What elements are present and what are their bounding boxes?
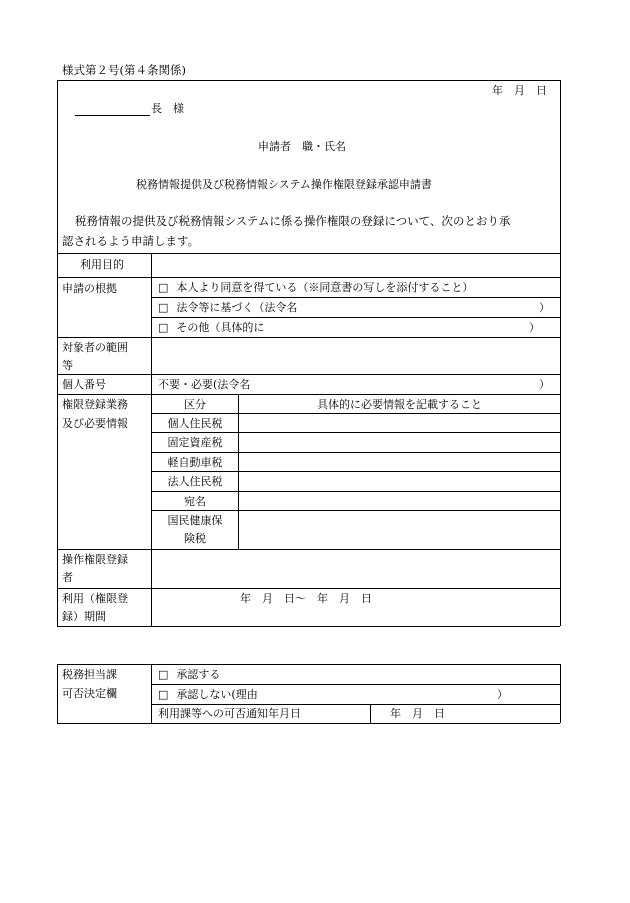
notice-date-value: 年 月 日	[390, 707, 445, 720]
row-line	[57, 588, 560, 589]
addressee-suffix: 長 様	[151, 102, 184, 115]
approval-frame-right	[560, 664, 561, 723]
tax-label-line2: 及び必要情報	[62, 417, 128, 430]
row-line	[57, 394, 560, 395]
division-column-divider	[238, 394, 239, 549]
division-item: 宛名	[184, 495, 206, 508]
close-paren: ）	[539, 301, 550, 314]
form-number: 様式第２号(第４条関係)	[62, 63, 186, 77]
division-header: 区分	[184, 398, 206, 411]
division-item: 個人住民税	[167, 417, 223, 430]
scope-label-line1: 対象者の範囲	[62, 341, 128, 354]
row-line	[57, 253, 560, 254]
scope-label-line2: 等	[62, 359, 73, 372]
operator-label-line1: 操作権限登録	[62, 553, 128, 566]
division-item-nhi-line1: 国民健康保	[167, 514, 223, 527]
row-line	[151, 471, 560, 472]
row-line	[151, 491, 560, 492]
row-line	[57, 337, 560, 338]
division-item: 軽自動車税	[167, 456, 223, 469]
period-value: 年 月 日～ 年 月 日	[240, 592, 372, 605]
close-paren: ）	[529, 321, 540, 334]
form-title: 税務情報提供及び税務情報システム操作権限登録承認申請書	[136, 178, 432, 191]
reject-option[interactable]	[158, 689, 258, 700]
main-frame-bottom	[57, 626, 560, 627]
purpose-label: 利用目的	[80, 258, 124, 271]
applicant-label: 申請者 職・氏名	[258, 140, 346, 153]
checkbox-icon[interactable]: □	[158, 321, 169, 334]
intro-line-1: 税務情報の提供及び税務情報システムに係る操作権限の登録について、次のとおり承	[75, 214, 511, 228]
info-header: 具体的に必要情報を記載すること	[317, 398, 482, 411]
approval-frame-left	[57, 664, 58, 723]
close-paren: ）	[539, 378, 550, 391]
basis-option-label: その他（具体的に	[176, 321, 265, 334]
basis-option-other[interactable]	[158, 322, 264, 333]
period-label-line1: 利用（権限登	[62, 592, 128, 605]
addressee-blank-line	[75, 115, 150, 116]
main-frame-top	[57, 80, 560, 81]
approval-row-line	[151, 704, 560, 705]
reject-option-label: 承認しない(理由	[176, 688, 258, 701]
approval-label-divider	[151, 664, 152, 723]
tax-label-line1: 権限登録業務	[62, 398, 128, 411]
basis-option-consent[interactable]	[158, 282, 473, 293]
approval-date-divider	[370, 704, 371, 723]
approval-label-line2: 可否決定欄	[62, 687, 117, 700]
division-item: 法人住民税	[167, 475, 223, 488]
basis-option-label: 法令等に基づく（法令名	[176, 301, 298, 314]
date-field: 年 月 日	[492, 84, 547, 97]
row-line	[57, 374, 560, 375]
division-item-nhi-line2: 険税	[184, 532, 206, 545]
basis-option-law[interactable]	[158, 302, 297, 313]
checkbox-icon[interactable]: □	[158, 281, 169, 294]
approval-frame-top	[57, 664, 560, 665]
row-line	[151, 297, 560, 298]
row-line	[151, 452, 560, 453]
approve-option-label: 承認する	[176, 668, 221, 681]
approval-label-line1: 税務担当課	[62, 668, 117, 681]
row-line	[151, 317, 560, 318]
close-paren: ）	[497, 688, 508, 701]
row-line	[151, 510, 560, 511]
checkbox-icon[interactable]: □	[158, 301, 169, 314]
checkbox-icon[interactable]: □	[158, 668, 169, 681]
row-line	[57, 277, 560, 278]
main-frame-right	[560, 80, 561, 626]
division-item: 固定資産税	[167, 436, 223, 449]
row-line	[57, 549, 560, 550]
approve-option[interactable]	[158, 669, 220, 680]
personal-number-label: 個人番号	[62, 378, 106, 391]
notice-date-label: 利用課等への可否通知年月日	[158, 707, 301, 720]
main-frame-left	[57, 80, 58, 626]
period-label-line2: 録）期間	[62, 610, 106, 623]
operator-label-line2: 者	[62, 571, 73, 584]
row-line	[151, 432, 560, 433]
approval-row-line	[151, 684, 560, 685]
basis-option-label: 本人より同意を得ている（※同意書の写しを添付すること）	[176, 281, 474, 294]
row-line	[151, 413, 560, 414]
approval-frame-bottom	[57, 723, 560, 724]
checkbox-icon[interactable]: □	[158, 688, 169, 701]
personal-number-value: 不要・必要(法令名	[158, 378, 251, 391]
intro-line-2: 認されるよう申請します。	[62, 234, 200, 248]
basis-label: 申請の根拠	[62, 282, 117, 295]
